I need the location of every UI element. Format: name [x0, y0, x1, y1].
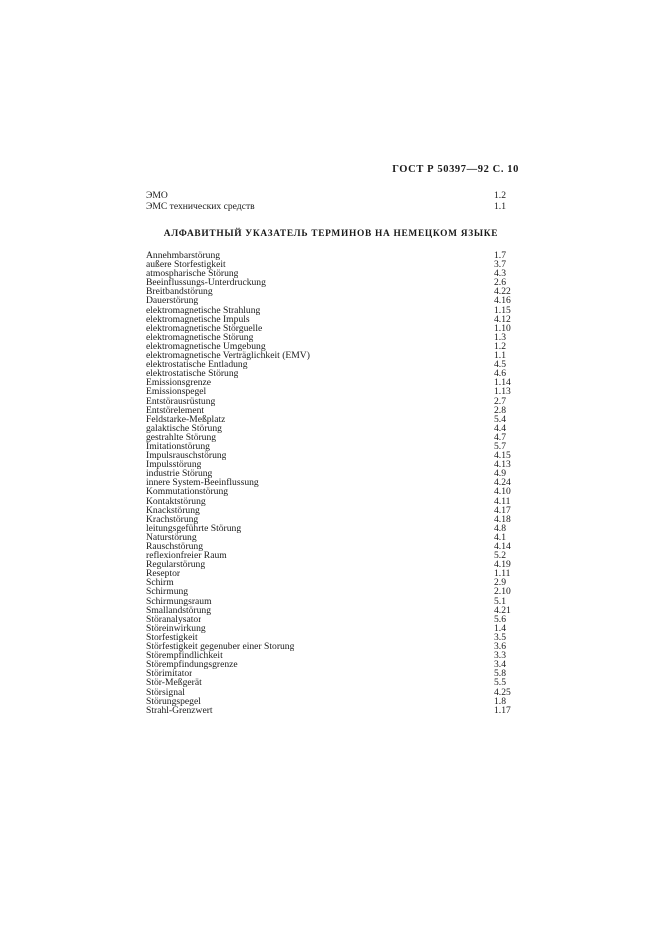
entry-ref: 4.4	[494, 422, 506, 434]
entry-ref: 2.10	[494, 586, 511, 598]
index-entry	[146, 342, 516, 351]
index-entry	[146, 706, 516, 715]
index-entry	[146, 260, 516, 269]
entry-ref: 1.11	[494, 568, 511, 580]
entry-term: gestrahlte Störung	[146, 432, 217, 442]
entry-term: elektrostatische Entladung	[146, 360, 248, 370]
entry-term: Breitbandstörung	[146, 287, 213, 297]
entry-ref: 4.8	[494, 522, 506, 534]
entry-ref: 1.3	[494, 331, 506, 343]
entry-ref: 4.14	[494, 541, 511, 552]
entry-term: Regularstörung	[146, 560, 206, 570]
entry-term: leitungsgeführte Störung	[146, 523, 242, 533]
index-entry	[146, 678, 516, 687]
entry-term: Schirmung	[146, 587, 189, 597]
entry-ref: 4.9	[494, 468, 506, 480]
index-entry	[146, 597, 516, 606]
entry-term: Schirmungsraum	[146, 596, 212, 606]
entry-term: Impulsrauschstörung	[146, 451, 227, 461]
index-entry	[146, 669, 516, 678]
entry-term: Annehmbarstörung	[146, 251, 221, 261]
index-entry	[146, 442, 516, 451]
entry-term: Störempfindlichkeit	[146, 651, 223, 661]
entry-term: Kontaktstörung	[146, 496, 206, 506]
index-entry	[146, 487, 516, 496]
entry-ref: 4.6	[494, 368, 506, 380]
entry-ref: 1.10	[494, 322, 511, 334]
index-entry	[146, 506, 516, 515]
entry-term: Störeinwirkung	[146, 623, 206, 633]
entry-term: Störanalysator	[146, 614, 202, 624]
entry-term: Störempfindungsgrenze	[146, 660, 238, 670]
entry-term: Störimitator	[146, 669, 193, 679]
entry-term: Impulsstörung	[146, 460, 202, 470]
index-entry	[146, 606, 516, 615]
entry-ref: 2.8	[494, 404, 506, 416]
entry-term: Rauschstörung	[146, 542, 204, 552]
index-entry	[146, 460, 516, 469]
index-entry	[146, 351, 516, 360]
entry-term: elektromagnetische Strahlung	[146, 305, 261, 315]
index-entry	[146, 324, 516, 333]
index-entry	[146, 688, 516, 697]
index-entry	[146, 315, 516, 324]
index-entry	[146, 190, 516, 201]
entry-term: Naturstörung	[146, 532, 197, 542]
entry-ref: 3.5	[494, 631, 506, 643]
entry-term: Störungspegel	[146, 696, 201, 706]
index-entry	[146, 287, 516, 296]
entry-term: Entstörausrüstung	[146, 396, 216, 406]
entry-ref: 5.8	[494, 668, 506, 680]
entry-term: reflexionfreier Raum	[146, 551, 227, 561]
index-entry	[146, 269, 516, 278]
index-entry	[146, 201, 516, 212]
entry-ref: 1.2	[494, 190, 506, 201]
page-header: ГОСТ Р 50397—92 С. 10	[392, 164, 519, 175]
index-entry	[146, 424, 516, 433]
entry-term: Beeinflussungs-Unterdruckung	[146, 278, 266, 288]
entry-ref: 5.6	[494, 613, 506, 625]
index-entry	[146, 697, 516, 706]
entry-term: Dauerstörung	[146, 296, 199, 306]
entry-ref: 5.2	[494, 550, 506, 562]
index-entry	[146, 569, 516, 578]
index-entry	[146, 415, 516, 424]
entry-ref: 4.21	[494, 604, 511, 616]
entry-ref: 4.12	[494, 313, 511, 325]
index-entry	[146, 369, 516, 378]
intro-entries	[146, 190, 516, 212]
entry-term: Schirm	[146, 578, 174, 588]
entry-ref: 4.5	[494, 359, 506, 371]
index-entry	[146, 360, 516, 369]
index-entry	[146, 406, 516, 415]
entry-ref: 5.4	[494, 413, 506, 425]
entry-term: elektromagnetische Störguelle	[146, 323, 263, 333]
entry-ref: 1.1	[494, 350, 506, 362]
entry-term: Reseptor	[146, 569, 181, 579]
index-entry	[146, 551, 516, 560]
index-entry	[146, 378, 516, 387]
entry-term: ЭМО	[146, 190, 168, 201]
entry-term: Emissionspegel	[146, 387, 207, 397]
entry-ref: 1.7	[494, 250, 506, 261]
index-entry	[146, 397, 516, 406]
entry-ref: 4.13	[494, 459, 511, 471]
index-entry	[146, 560, 516, 569]
entry-term: elektromagnetische Störung	[146, 332, 254, 342]
entry-term: elektromagnetische Umgebung	[146, 341, 266, 352]
entry-term: Entstörelement	[146, 405, 205, 415]
entry-ref: 2.9	[494, 577, 506, 589]
entry-term: Strahl-Grenzwert	[146, 705, 213, 715]
entry-term: Stör-Meßgerät	[146, 678, 202, 688]
entry-term: elektromagnetische Impuls	[146, 314, 250, 324]
index-entry	[146, 533, 516, 542]
index-entry	[146, 278, 516, 287]
entry-ref: 4.24	[494, 477, 511, 489]
index-entry	[146, 296, 516, 305]
index-entry	[146, 306, 516, 315]
index-entry	[146, 633, 516, 642]
entry-term: galaktische Störung	[146, 423, 222, 433]
index-entry	[146, 642, 516, 651]
entry-term: Störfestigkeit gegenuber einer Storung	[146, 642, 295, 652]
entry-term: ЭМС технических средств	[146, 201, 255, 212]
entry-term: Kommutationstörung	[146, 487, 229, 497]
index-entry	[146, 333, 516, 342]
entry-ref: 4.25	[494, 686, 511, 698]
entry-term: Smallandstörung	[146, 605, 212, 615]
index-entry	[146, 578, 516, 587]
index-entry	[146, 615, 516, 624]
entry-term: Störsignal	[146, 687, 185, 697]
entry-ref: 4.18	[494, 513, 511, 525]
entry-term: Emissionsgrenze	[146, 378, 212, 388]
entry-ref: 4.11	[494, 495, 511, 507]
index-entry	[146, 251, 516, 260]
entry-ref: 5.7	[494, 440, 506, 452]
entry-ref: 1.15	[494, 304, 511, 316]
entry-term: Storfestigkeit	[146, 632, 198, 643]
entry-ref: 4.22	[494, 286, 511, 298]
index-entry	[146, 515, 516, 524]
entry-term: elektromagnetische Verträglichkeit (EMV)	[146, 351, 310, 361]
entry-ref: 1.2	[494, 340, 506, 352]
entry-term: industrie Störung	[146, 469, 213, 479]
entry-ref: 1.8	[494, 695, 506, 707]
entry-ref: 4.17	[494, 504, 511, 516]
entry-term: Feldstarke-Meßplatz	[146, 414, 226, 424]
entry-ref: 1.4	[494, 622, 506, 634]
entry-ref: 1.1	[494, 201, 506, 212]
entry-term: außere Storfestigkeit	[146, 260, 226, 270]
section-title: АЛФАВИТНЫЙ УКАЗАТЕЛЬ ТЕРМИНОВ НА НЕМЕЦКОМ ЯЗЫКЕ	[163, 229, 499, 239]
index-entry	[146, 497, 516, 506]
entry-ref: 4.1	[494, 531, 506, 543]
entry-term: Krachstörung	[146, 514, 199, 524]
entry-ref: 4.15	[494, 450, 511, 462]
entry-ref: 3.4	[494, 659, 506, 671]
term-index-list	[146, 251, 516, 715]
entry-ref: 1.13	[494, 386, 511, 398]
entry-ref: 4.3	[494, 268, 506, 280]
entry-term: Knackstörung	[146, 505, 200, 515]
index-entry	[146, 624, 516, 633]
entry-term: elektrostatische Störung	[146, 369, 239, 379]
index-entry	[146, 542, 516, 551]
index-entry	[146, 660, 516, 669]
index-entry	[146, 478, 516, 487]
entry-ref: 2.7	[494, 395, 506, 407]
index-entry	[146, 387, 516, 396]
entry-ref: 3.6	[494, 641, 506, 653]
entry-term: atmospharische Störung	[146, 269, 239, 279]
entry-term: Imitationstörung	[146, 441, 210, 452]
index-entry	[146, 524, 516, 533]
entry-ref: 4.16	[494, 295, 511, 307]
entry-term: innere System-Beeinflussung	[146, 478, 259, 488]
entry-ref: 4.19	[494, 559, 511, 571]
entry-ref: 2.6	[494, 277, 506, 289]
entry-ref: 1.17	[494, 704, 511, 716]
entry-ref: 3.3	[494, 650, 506, 662]
index-entry	[146, 433, 516, 442]
entry-ref: 5.1	[494, 595, 506, 607]
entry-ref: 4.7	[494, 431, 506, 443]
index-entry	[146, 587, 516, 596]
index-entry	[146, 469, 516, 478]
entry-ref: 1.14	[494, 377, 511, 389]
entry-ref: 4.10	[494, 486, 511, 498]
entry-ref: 5.5	[494, 677, 506, 689]
index-entry	[146, 451, 516, 460]
index-entry	[146, 651, 516, 660]
entry-ref: 3.7	[494, 259, 506, 271]
